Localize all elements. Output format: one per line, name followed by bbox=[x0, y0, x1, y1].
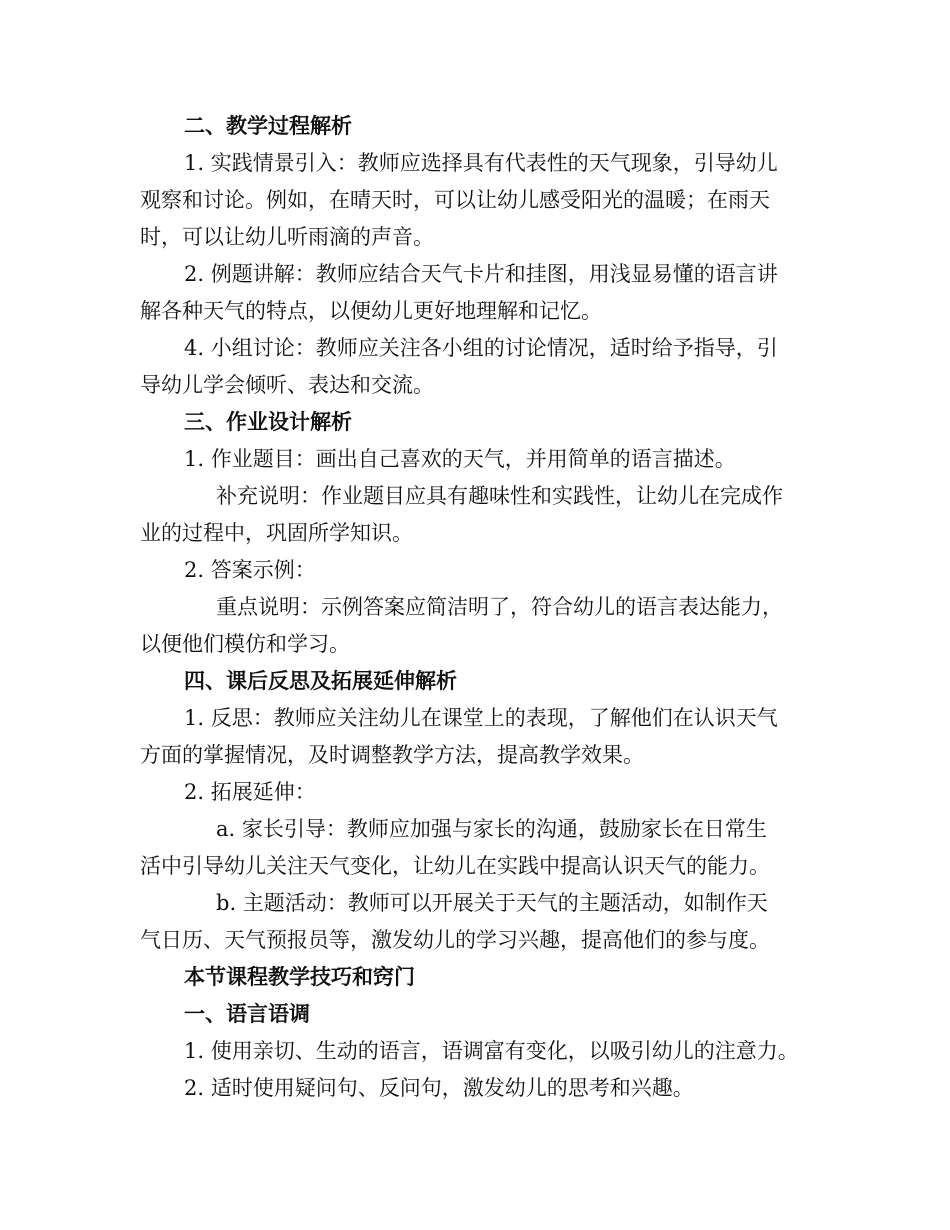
paragraph-line: 1. 使用亲切、生动的语言，语调富有变化，以吸引幼儿的注意力。 bbox=[184, 1039, 799, 1063]
paragraph-line: 导幼儿学会倾听、表达和交流。 bbox=[140, 373, 434, 397]
section-heading: 四、课后反思及拓展延伸解析 bbox=[184, 668, 457, 693]
paragraph-line: 2. 答案示例： bbox=[184, 558, 316, 582]
section-heading: 三、作业设计解析 bbox=[184, 409, 352, 434]
paragraph-line: 4. 小组讨论：教师应关注各小组的讨论情况，适时给予指导，引 bbox=[184, 336, 778, 360]
paragraph-line: 1. 反思：教师应关注幼儿在课堂上的表现，了解他们在认识天气 bbox=[184, 706, 778, 730]
paragraph-line: 观察和讨论。例如，在晴天时，可以让幼儿感受阳光的温暖；在雨天 bbox=[140, 188, 770, 212]
paragraph-line: 以便他们模仿和学习。 bbox=[140, 632, 350, 656]
paragraph-line: 补充说明：作业题目应具有趣味性和实践性，让幼儿在完成作 bbox=[216, 484, 783, 508]
paragraph-line: 2. 例题讲解：教师应结合天气卡片和挂图，用浅显易懂的语言讲 bbox=[184, 262, 778, 286]
paragraph-line: 方面的掌握情况，及时调整教学方法，提高教学效果。 bbox=[140, 743, 644, 767]
paragraph-line: 解各种天气的特点，以便幼儿更好地理解和记忆。 bbox=[140, 299, 602, 323]
paragraph-line: 2. 拓展延伸： bbox=[184, 780, 316, 804]
section-title: 本节课程教学技巧和窍门 bbox=[184, 964, 415, 989]
paragraph-line: b. 主题活动：教师可以开展关于天气的主题活动，如制作天 bbox=[216, 891, 768, 915]
section-heading: 一、语言语调 bbox=[184, 1001, 310, 1026]
paragraph-line: 2. 适时使用疑问句、反问句，激发幼儿的思考和兴趣。 bbox=[184, 1076, 694, 1100]
paragraph-line: 活中引导幼儿关注天气变化，让幼儿在实践中提高认识天气的能力。 bbox=[140, 854, 770, 878]
paragraph-line: 1. 实践情景引入：教师应选择具有代表性的天气现象，引导幼儿 bbox=[184, 151, 778, 175]
paragraph-line: 气日历、天气预报员等，激发幼儿的学习兴趣，提高他们的参与度。 bbox=[140, 928, 770, 952]
section-heading: 二、教学过程解析 bbox=[184, 113, 352, 138]
paragraph-line: 时，可以让幼儿听雨滴的声音。 bbox=[140, 225, 434, 249]
paragraph-line: 业的过程中，巩固所学知识。 bbox=[140, 521, 413, 545]
paragraph-line: a. 家长引导：教师应加强与家长的沟通，鼓励家长在日常生 bbox=[216, 817, 767, 841]
paragraph-line: 重点说明：示例答案应简洁明了，符合幼儿的语言表达能力， bbox=[216, 595, 783, 619]
paragraph-line: 1. 作业题目：画出自己喜欢的天气，并用简单的语言描述。 bbox=[184, 447, 736, 471]
